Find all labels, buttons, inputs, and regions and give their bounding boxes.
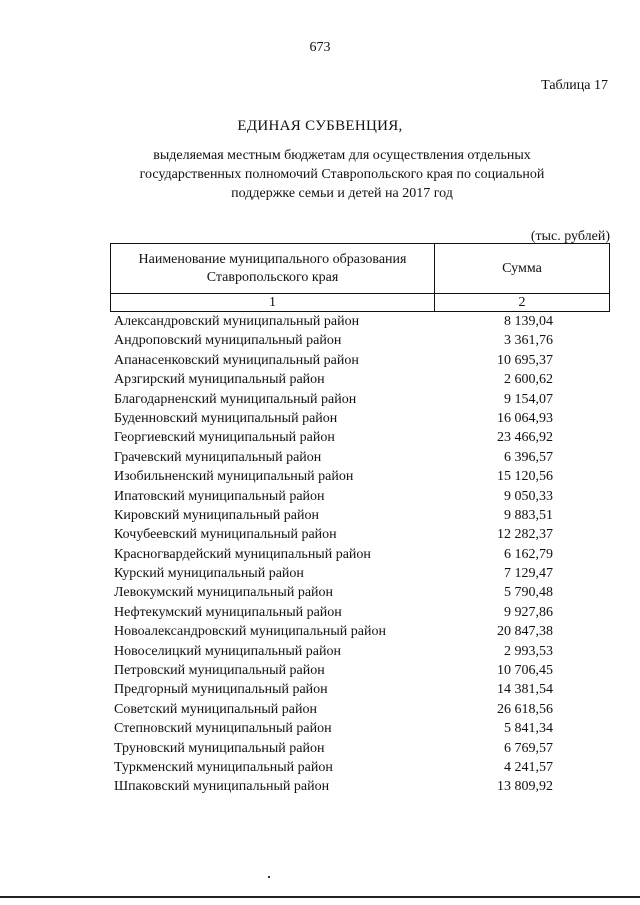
district-sum: 2 993,53 bbox=[504, 643, 553, 659]
district-sum: 23 466,92 bbox=[497, 430, 553, 446]
district-sum: 9 154,07 bbox=[504, 391, 553, 407]
table-row bbox=[110, 719, 610, 738]
scan-dot bbox=[268, 876, 270, 878]
district-name: Левокумский муниципальный район bbox=[114, 585, 334, 601]
table-row bbox=[110, 777, 610, 796]
district-name: Изобильненский муниципальный район bbox=[114, 469, 354, 485]
district-sum: 6 396,57 bbox=[504, 449, 553, 465]
district-name: Труновский муниципальный район bbox=[114, 740, 325, 756]
district-sum: 26 618,56 bbox=[497, 701, 553, 717]
district-sum: 10 695,37 bbox=[497, 352, 553, 368]
district-name: Кировский муниципальный район bbox=[114, 507, 319, 523]
table-row bbox=[110, 545, 610, 564]
district-name: Александровский муниципальный район bbox=[114, 314, 360, 329]
table-row bbox=[110, 487, 610, 506]
district-name: Туркменский муниципальный район bbox=[114, 759, 333, 775]
table-row bbox=[110, 351, 610, 370]
district-sum: 5 790,48 bbox=[504, 585, 553, 601]
table-row bbox=[110, 390, 610, 409]
column-number-1: 1 bbox=[111, 294, 435, 312]
district-name: Советский муниципальный район bbox=[114, 701, 317, 717]
district-name: Ипатовский муниципальный район bbox=[114, 488, 325, 504]
table-row bbox=[110, 409, 610, 428]
table-row bbox=[110, 312, 610, 331]
district-name: Буденновский муниципальный район bbox=[114, 410, 338, 426]
table-label: Таблица 17 bbox=[541, 78, 608, 93]
table-row bbox=[110, 680, 610, 699]
district-name: Шпаковский муниципальный район bbox=[114, 779, 330, 795]
table-row bbox=[110, 622, 610, 641]
table-row bbox=[110, 467, 610, 486]
document-subtitle: выделяемая местным бюджетам для осуществления отдельных государственных полномочий Ставропольского края по социальной поддержке семьи и детей на 2017 год bbox=[139, 148, 545, 201]
district-sum: 10 706,45 bbox=[497, 663, 553, 679]
page-number: 673 bbox=[309, 40, 331, 55]
column-header-name: Наименование муниципального образования Ставропольского края bbox=[111, 244, 435, 294]
column-number-2: 2 bbox=[435, 294, 610, 312]
district-sum: 9 883,51 bbox=[504, 507, 553, 523]
district-sum: 16 064,93 bbox=[497, 410, 553, 426]
district-sum: 8 139,04 bbox=[504, 314, 553, 329]
district-sum: 6 162,79 bbox=[504, 546, 553, 562]
table-row bbox=[110, 506, 610, 525]
table-row bbox=[110, 739, 610, 758]
district-sum: 7 129,47 bbox=[504, 566, 553, 582]
district-sum: 5 841,34 bbox=[504, 721, 553, 737]
district-name: Благодарненский муниципальный район bbox=[114, 391, 357, 407]
table-row bbox=[110, 564, 610, 583]
district-sum: 14 381,54 bbox=[497, 682, 553, 698]
district-name: Арзгирский муниципальный район bbox=[114, 372, 325, 388]
district-name: Кочубеевский муниципальный район bbox=[114, 527, 337, 543]
table-row bbox=[110, 448, 610, 467]
district-sum: 4 241,57 bbox=[504, 759, 553, 775]
column-header-sum: Сумма bbox=[435, 244, 610, 294]
table-row bbox=[110, 525, 610, 544]
district-sum: 9 927,86 bbox=[504, 604, 553, 620]
district-name: Нефтекумский муниципальный район bbox=[114, 604, 342, 620]
district-sum: 3 361,76 bbox=[504, 333, 553, 349]
table-row bbox=[110, 428, 610, 447]
district-name: Новоалександровский муниципальный район bbox=[114, 624, 386, 640]
units-label: (тыс. рублей) bbox=[530, 229, 610, 244]
table-row bbox=[110, 661, 610, 680]
district-name: Грачевский муниципальный район bbox=[114, 449, 322, 465]
district-name: Красногвардейский муниципальный район bbox=[114, 546, 371, 562]
district-sum: 9 050,33 bbox=[504, 488, 553, 504]
table-row bbox=[110, 700, 610, 719]
table-row bbox=[110, 331, 610, 350]
table-row bbox=[110, 642, 610, 661]
district-name: Степновский муниципальный район bbox=[114, 721, 332, 737]
district-name: Предгорный муниципальный район bbox=[114, 682, 328, 698]
district-name: Апанасенковский муниципальный район bbox=[114, 352, 359, 368]
table-row bbox=[110, 758, 610, 777]
table-row bbox=[110, 583, 610, 602]
district-name: Георгиевский муниципальный район bbox=[114, 430, 335, 446]
table-row bbox=[110, 603, 610, 622]
district-sum: 13 809,92 bbox=[497, 779, 553, 795]
district-name: Петровский муниципальный район bbox=[114, 663, 325, 679]
district-sum: 20 847,38 bbox=[497, 624, 553, 640]
document-title: ЕДИНАЯ СУБВЕНЦИЯ, bbox=[237, 118, 403, 134]
table-header bbox=[110, 243, 610, 312]
district-sum: 6 769,57 bbox=[504, 740, 553, 756]
table-body bbox=[110, 312, 610, 797]
district-name: Андроповский муниципальный район bbox=[114, 333, 342, 349]
district-name: Новоселицкий муниципальный район bbox=[114, 643, 341, 659]
district-sum: 2 600,62 bbox=[504, 372, 553, 388]
table-row bbox=[110, 370, 610, 389]
district-sum: 15 120,56 bbox=[497, 469, 553, 485]
district-sum: 12 282,37 bbox=[497, 527, 553, 543]
page-bottom-edge bbox=[0, 896, 640, 898]
district-name: Курский муниципальный район bbox=[114, 566, 304, 582]
